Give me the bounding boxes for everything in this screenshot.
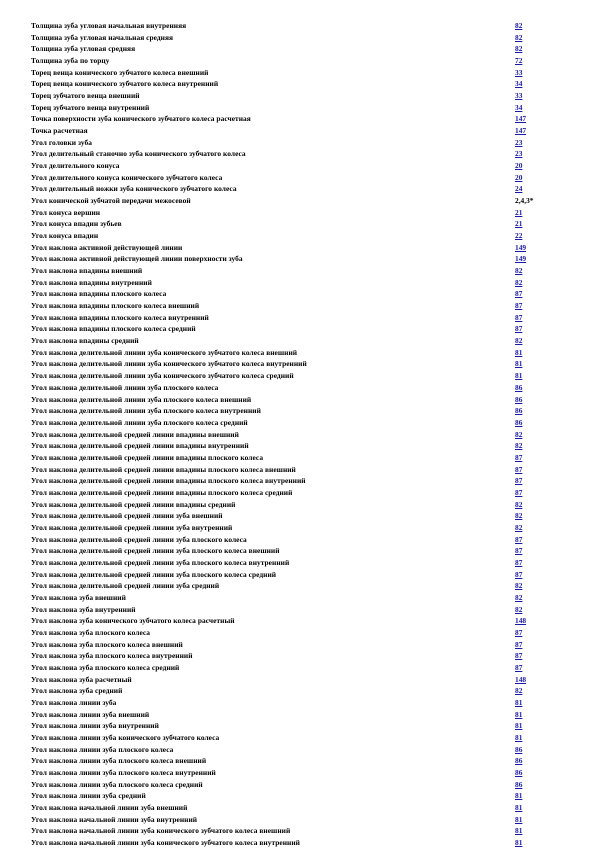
index-entry bbox=[31, 440, 551, 452]
page-reference-link[interactable]: 23 bbox=[515, 137, 523, 147]
index-entry bbox=[31, 370, 551, 382]
index-term: Толщина зуба угловая средняя bbox=[31, 44, 136, 54]
index-entry bbox=[31, 148, 551, 160]
index-term: Точка поверхности зуба конического зубчатого колеса расчетная bbox=[31, 114, 251, 124]
index-entry bbox=[31, 627, 551, 639]
page-reference-link[interactable]: 82 bbox=[515, 277, 523, 287]
index-term: Угол наклона делительной линии зуба конического зубчатого колеса внутренний bbox=[31, 359, 307, 369]
index-entry bbox=[31, 475, 551, 487]
index-entry bbox=[31, 417, 551, 429]
page-reference-link[interactable]: 87 bbox=[515, 476, 523, 486]
page-reference-link[interactable]: 148 bbox=[515, 616, 527, 626]
index-term: Угол наклона впадины внешний bbox=[31, 266, 143, 276]
index-entry bbox=[31, 218, 551, 230]
page-reference-link[interactable]: 149 bbox=[515, 254, 527, 264]
index-entry bbox=[31, 837, 551, 849]
index-term: Угол наклона впадины плоского колеса bbox=[31, 289, 167, 299]
page-reference-link[interactable]: 147 bbox=[515, 114, 527, 124]
page-reference-link[interactable]: 82 bbox=[515, 44, 523, 54]
page-reference-link[interactable]: 82 bbox=[515, 522, 523, 532]
page-reference-link[interactable]: 33 bbox=[515, 91, 523, 101]
index-entry bbox=[31, 90, 551, 102]
page-reference-link[interactable]: 82 bbox=[515, 429, 523, 439]
page-reference-link[interactable]: 87 bbox=[515, 324, 523, 334]
index-term: Угол наклона линии зуба плоского колеса средний bbox=[31, 779, 203, 789]
index-term: Угол наклона начальной линии зуба конического зубчатого колеса внутренний bbox=[31, 838, 300, 848]
index-term: Угол наклона начальной линии зуба конического зубчатого колеса внешний bbox=[31, 826, 291, 836]
page-reference-link[interactable]: 20 bbox=[515, 161, 523, 171]
index-term: Торец венца конического зубчатого колеса внутренний bbox=[31, 79, 219, 89]
index-entry bbox=[31, 394, 551, 406]
page-reference-link[interactable]: 81 bbox=[515, 732, 523, 742]
page-reference-link[interactable]: 87 bbox=[515, 662, 523, 672]
page-reference-link[interactable]: 149 bbox=[515, 242, 527, 252]
page-reference-link[interactable]: 86 bbox=[515, 417, 523, 427]
index-entry bbox=[31, 172, 551, 184]
page-reference-link[interactable]: 82 bbox=[515, 581, 523, 591]
index-entry bbox=[31, 323, 551, 335]
index-term: Угол наклона линии зуба плоского колеса внутренний bbox=[31, 768, 216, 777]
index-term: Угол наклона впадины средний bbox=[31, 336, 139, 346]
page-reference-link[interactable]: 82 bbox=[515, 592, 523, 602]
page-reference-link[interactable]: 21 bbox=[515, 207, 523, 217]
index-term: Угол наклона делительной средней линии впадины плоского колеса внутренний bbox=[31, 476, 306, 486]
index-term: Угол наклона зуба плоского колеса средний bbox=[31, 662, 180, 672]
page-reference-link[interactable]: 22 bbox=[515, 231, 523, 241]
page-reference-link[interactable]: 82 bbox=[515, 21, 523, 30]
index-term: Угол наклона делительной средней линии зуба внешний bbox=[31, 511, 223, 521]
page-reference-link[interactable]: 87 bbox=[515, 546, 523, 556]
index-term: Угол наклона делительной средней линии впадины плоского колеса внешний bbox=[31, 464, 296, 474]
index-term: Угол наклона зуба плоского колеса внутренний bbox=[31, 651, 193, 661]
index-term: Угол наклона делительной средней линии впадины плоского колеса средний bbox=[31, 487, 293, 497]
page-reference-link[interactable]: 86 bbox=[515, 406, 523, 416]
index-term: Угол наклона делительной средней линии впадины внутренний bbox=[31, 441, 249, 451]
index-term: Угол наклона активной действующей линии поверхности зуба bbox=[31, 254, 243, 264]
index-entry bbox=[31, 277, 551, 289]
index-term: Угол наклона начальной линии зуба внутренний bbox=[31, 814, 198, 824]
index-entry bbox=[31, 802, 551, 814]
index-term: Угол наклона линии зуба внутренний bbox=[31, 721, 159, 731]
page-reference: 2,4,3* bbox=[515, 196, 534, 206]
index-term: Угол наклона делительной линии зуба плоского колеса внутренний bbox=[31, 406, 261, 416]
page-reference-link[interactable]: 87 bbox=[515, 301, 523, 311]
page-reference-link[interactable]: 87 bbox=[515, 639, 523, 649]
page-reference-link[interactable]: 82 bbox=[515, 32, 523, 42]
page-reference-link[interactable]: 87 bbox=[515, 534, 523, 544]
page-reference-link[interactable]: 33 bbox=[515, 67, 523, 77]
index-term: Угол наклона зуба внешний bbox=[31, 592, 126, 602]
index-term: Угол наклона делительной линии зуба конического зубчатого колеса средний bbox=[31, 371, 294, 381]
index-entry bbox=[31, 685, 551, 697]
index-entry bbox=[31, 125, 551, 137]
index-term: Угол делительного конуса конического зубчатого колеса bbox=[31, 172, 223, 182]
index-entry bbox=[31, 230, 551, 242]
index-term: Угол делительного конуса bbox=[31, 161, 120, 171]
page-reference-link[interactable]: 20 bbox=[515, 172, 523, 182]
index-term: Угол наклона линии зуба bbox=[31, 697, 117, 707]
index-entry bbox=[31, 78, 551, 90]
page-reference-link[interactable]: 81 bbox=[515, 347, 523, 357]
page-reference-link[interactable]: 82 bbox=[515, 511, 523, 521]
index-term: Угол наклона зуба внутренний bbox=[31, 604, 136, 614]
index-entry bbox=[31, 814, 551, 826]
page-reference-link[interactable]: 81 bbox=[515, 826, 523, 836]
index-entry bbox=[31, 825, 551, 837]
index-term: Угол наклона делительной линии зуба конического зубчатого колеса внешний bbox=[31, 347, 298, 357]
index-entry bbox=[31, 242, 551, 254]
index-term: Угол наклона линии зуба плоского колеса внешний bbox=[31, 756, 207, 766]
index-entry bbox=[31, 615, 551, 627]
index-entry bbox=[31, 732, 551, 744]
index-term: Угол наклона зуба конического зубчатого колеса расчетный bbox=[31, 616, 235, 626]
page-reference-link[interactable]: 87 bbox=[515, 464, 523, 474]
index-entry bbox=[31, 720, 551, 732]
page-reference-link[interactable]: 82 bbox=[515, 686, 523, 696]
page-reference-link[interactable]: 81 bbox=[515, 838, 523, 848]
index-term: Угол головки зуба bbox=[31, 137, 93, 147]
index-entry bbox=[31, 697, 551, 709]
index-term: Угол наклона делительной средней линии впадины внешний bbox=[31, 429, 239, 439]
page-reference-link[interactable]: 82 bbox=[515, 266, 523, 276]
index-entry bbox=[31, 358, 551, 370]
index-entry bbox=[31, 779, 551, 791]
index-term: Угол наклона делительной средней линии зуба средний bbox=[31, 581, 220, 591]
index-entry bbox=[31, 20, 551, 32]
page-reference-link[interactable]: 86 bbox=[515, 779, 523, 789]
index-term: Торец зубчатого венца внутренний bbox=[31, 102, 150, 112]
page-reference-link[interactable]: 87 bbox=[515, 569, 523, 579]
page-reference-link[interactable]: 81 bbox=[515, 803, 523, 813]
page-reference-link[interactable]: 81 bbox=[515, 371, 523, 381]
index-entry bbox=[31, 557, 551, 569]
index-term: Угол конуса впадин зубьев bbox=[31, 219, 122, 229]
page-reference-link[interactable]: 148 bbox=[515, 674, 527, 684]
page-reference-link[interactable]: 24 bbox=[515, 184, 523, 194]
index-term: Угол делительный ножки зуба конического зубчатого колеса bbox=[31, 184, 237, 194]
index-entry bbox=[31, 534, 551, 546]
index-entry bbox=[31, 767, 551, 779]
page-reference-link[interactable]: 87 bbox=[515, 651, 523, 661]
page-reference-link[interactable]: 81 bbox=[515, 721, 523, 731]
index-term: Угол наклона начальной линии зуба внешний bbox=[31, 803, 188, 813]
index-entry bbox=[31, 207, 551, 219]
index-term: Угол наклона делительной линии зуба плоского колеса bbox=[31, 382, 219, 392]
index-entry bbox=[31, 452, 551, 464]
index-term: Торец зубчатого венца внешний bbox=[31, 91, 140, 101]
page-reference-link[interactable]: 87 bbox=[515, 557, 523, 567]
page-reference-link[interactable]: 86 bbox=[515, 756, 523, 766]
page-reference-link[interactable]: 87 bbox=[515, 452, 523, 462]
index-entry bbox=[31, 405, 551, 417]
index-entry bbox=[31, 487, 551, 499]
page-reference-link[interactable]: 81 bbox=[515, 359, 523, 369]
index-term: Угол наклона делительной средней линии зуба внутренний bbox=[31, 522, 233, 532]
index-term: Угол наклона делительной линии зуба плоского колеса внешний bbox=[31, 394, 252, 404]
index-entry bbox=[31, 183, 551, 195]
index-term: Угол наклона зуба средний bbox=[31, 686, 123, 696]
page-reference-link[interactable]: 86 bbox=[515, 744, 523, 754]
index-entry bbox=[31, 592, 551, 604]
index-entry bbox=[31, 137, 551, 149]
index-entry bbox=[31, 510, 551, 522]
page-reference-link[interactable]: 72 bbox=[515, 56, 523, 66]
page-reference-link[interactable]: 87 bbox=[515, 487, 523, 497]
page-reference-link[interactable]: 87 bbox=[515, 312, 523, 322]
index-entry bbox=[31, 545, 551, 557]
index-entry bbox=[31, 790, 551, 802]
index-entry bbox=[31, 604, 551, 616]
page-reference-link[interactable]: 21 bbox=[515, 219, 523, 229]
index-term: Угол наклона делительной средней линии зуба плоского колеса bbox=[31, 534, 247, 544]
index-term: Точка расчетная bbox=[31, 126, 88, 136]
index-term: Угол наклона линии зуба плоского колеса bbox=[31, 744, 174, 754]
index-term: Угол наклона зуба плоского колеса внешний bbox=[31, 639, 183, 649]
index-term: Угол наклона впадины плоского колеса внутренний bbox=[31, 312, 209, 322]
subject-index-list bbox=[31, 20, 551, 849]
index-term: Угол наклона линии зуба средний bbox=[31, 791, 146, 801]
index-term: Угол наклона делительной средней линии зуба плоского колеса внешний bbox=[31, 546, 280, 556]
index-entry bbox=[31, 499, 551, 511]
index-entry bbox=[31, 195, 551, 207]
index-entry bbox=[31, 650, 551, 662]
page-reference-link[interactable]: 86 bbox=[515, 394, 523, 404]
index-term: Торец венца конического зубчатого колеса внешний bbox=[31, 67, 209, 77]
index-term: Угол наклона впадины плоского колеса внешний bbox=[31, 301, 200, 311]
index-entry bbox=[31, 429, 551, 441]
index-entry bbox=[31, 347, 551, 359]
index-entry bbox=[31, 300, 551, 312]
page-reference-link[interactable]: 86 bbox=[515, 768, 523, 777]
index-term: Угол наклона делительной средней линии зуба плоского колеса средний bbox=[31, 569, 277, 579]
page-reference-link[interactable]: 34 bbox=[515, 79, 523, 89]
index-entry bbox=[31, 55, 551, 67]
index-entry bbox=[31, 662, 551, 674]
page-reference-link[interactable]: 81 bbox=[515, 709, 523, 719]
index-entry bbox=[31, 253, 551, 265]
index-entry bbox=[31, 464, 551, 476]
index-entry bbox=[31, 67, 551, 79]
index-term: Угол наклона делительной средней линии впадины средний bbox=[31, 499, 236, 509]
index-entry bbox=[31, 32, 551, 44]
index-entry bbox=[31, 569, 551, 581]
index-entry bbox=[31, 102, 551, 114]
page-reference-link[interactable]: 81 bbox=[515, 791, 523, 801]
index-entry bbox=[31, 160, 551, 172]
index-entry bbox=[31, 335, 551, 347]
index-entry bbox=[31, 265, 551, 277]
page-reference-link[interactable]: 86 bbox=[515, 382, 523, 392]
page-reference-link[interactable]: 82 bbox=[515, 441, 523, 451]
index-term: Угол наклона делительной линии зуба плоского колеса средний bbox=[31, 417, 248, 427]
index-entry bbox=[31, 580, 551, 592]
page-reference-link[interactable]: 87 bbox=[515, 627, 523, 637]
index-term: Угол наклона делительной средней линии зуба плоского колеса внутренний bbox=[31, 557, 290, 567]
index-entry bbox=[31, 382, 551, 394]
index-term: Угол конуса вершин bbox=[31, 207, 101, 217]
index-entry bbox=[31, 522, 551, 534]
page-reference-link[interactable]: 82 bbox=[515, 336, 523, 346]
index-term: Угол делительный станочно зуба конического зубчатого колеса bbox=[31, 149, 246, 159]
index-term: Толщина зуба угловая начальная средняя bbox=[31, 32, 174, 42]
page-reference-link[interactable]: 82 bbox=[515, 604, 523, 614]
index-term: Угол наклона зуба расчетный bbox=[31, 674, 132, 684]
page-reference-link[interactable]: 81 bbox=[515, 814, 523, 824]
index-term: Угол наклона активной действующей линии bbox=[31, 242, 183, 252]
page-reference-link[interactable]: 87 bbox=[515, 289, 523, 299]
index-entry bbox=[31, 43, 551, 55]
index-term: Угол наклона делительной средней линии впадины плоского колеса bbox=[31, 452, 264, 462]
index-term: Угол наклона впадины внутренний bbox=[31, 277, 152, 287]
index-term: Угол наклона линии зуба внешний bbox=[31, 709, 150, 719]
index-entry bbox=[31, 288, 551, 300]
index-term: Угол конуса впадин bbox=[31, 231, 99, 241]
index-entry bbox=[31, 755, 551, 767]
page-reference-link[interactable]: 34 bbox=[515, 102, 523, 112]
index-term: Угол наклона впадины плоского колеса средний bbox=[31, 324, 196, 334]
index-term: Угол наклона линии зуба конического зубчатого колеса bbox=[31, 732, 220, 742]
index-entry bbox=[31, 744, 551, 756]
page-reference-link[interactable]: 147 bbox=[515, 126, 527, 136]
index-term: Толщина зуба по торцу bbox=[31, 56, 110, 66]
index-term: Угол наклона зуба плоского колеса bbox=[31, 627, 151, 637]
index-entry bbox=[31, 674, 551, 686]
index-entry bbox=[31, 709, 551, 721]
index-term: Угол конической зубчатой передачи межосевой bbox=[31, 196, 191, 206]
page-reference-link[interactable]: 82 bbox=[515, 499, 523, 509]
index-entry bbox=[31, 113, 551, 125]
index-entry bbox=[31, 639, 551, 651]
index-entry bbox=[31, 312, 551, 324]
index-term: Толщина зуба угловая начальная внутренняя bbox=[31, 21, 187, 30]
page-reference-link[interactable]: 81 bbox=[515, 697, 523, 707]
page-reference-link[interactable]: 23 bbox=[515, 149, 523, 159]
